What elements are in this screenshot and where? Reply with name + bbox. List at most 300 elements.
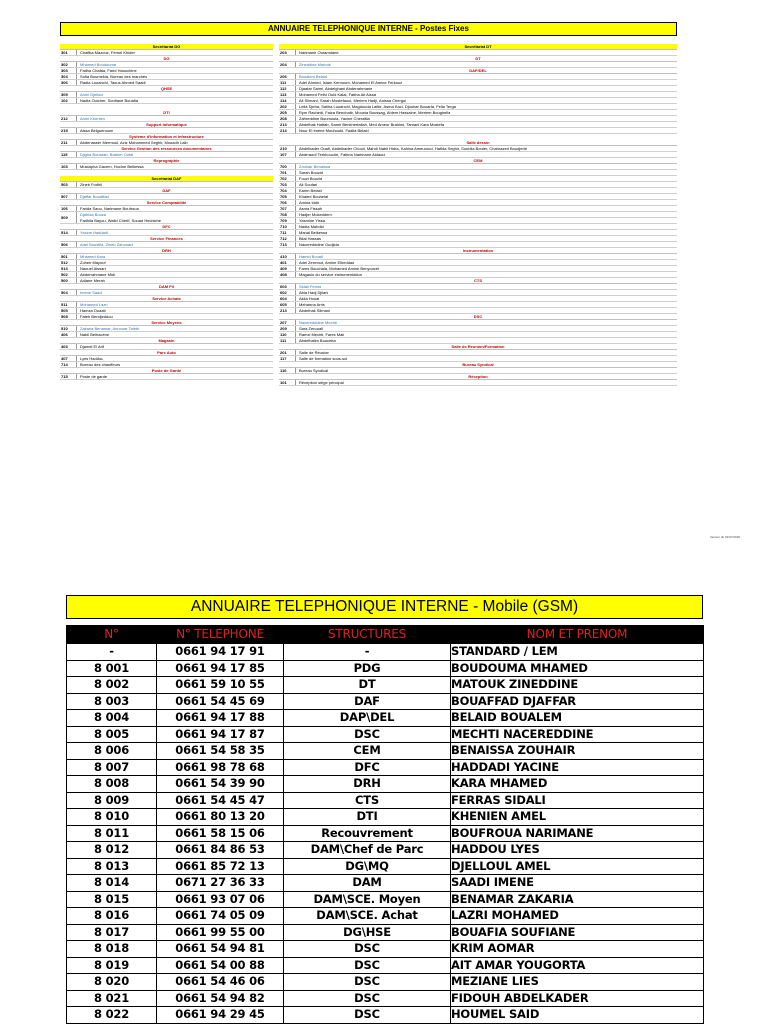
extension-number: 706 [279,200,296,205]
entry-name: Bilal Hassas [299,236,322,241]
table-row [67,677,704,694]
structure: DSC [284,1007,451,1024]
extension-number: 110 [279,332,296,337]
entry-name: Yacine Haddadi [80,230,108,235]
structure: Recouvrement [284,825,451,842]
row-number: 8 004 [67,710,157,727]
telephone-number: 0661 98 78 68 [157,759,284,776]
extension-number: 207 [279,320,296,325]
extension-number: 303 [60,68,77,73]
extension-number: 306 [60,80,77,85]
entry-name: Manal Belkessa [299,230,328,235]
entry-name: Abderrahmane Midi [80,272,115,277]
extension-number: 502 [60,272,77,277]
entry-name: Abdelhalim Boucetta [299,338,336,343]
extension-number: 507 [60,194,77,199]
extension-number: 713 [279,242,296,247]
person-name: BOUAFIA SOUFIANE [451,924,704,941]
extension-number: 406 [60,332,77,337]
person-name: HADDADI YACINE [451,759,704,776]
row-number: 8 014 [67,875,157,892]
extension-number: 704 [279,188,296,193]
entry-name: Asma Fissah [299,206,323,211]
section-header: DSC [279,314,677,320]
row-number: 8 013 [67,858,157,875]
extension-number: 215 [60,128,77,133]
section-header: Support Informatique [60,122,273,128]
entry-name: Zoheir Mayouf [80,260,106,265]
table-row [67,660,704,677]
section-header: DAP/DEL [279,68,677,74]
section-header: Instrumentation [279,248,677,254]
telephone-number: 0661 94 17 91 [157,644,284,661]
row-number: 8 018 [67,941,157,958]
extension-number: 407 [60,356,77,361]
section-header: Service Comptabilité [60,200,273,206]
entry-name: Poste de garde [80,374,108,379]
entry-name: Karim Belaid [299,188,322,193]
person-name: SAADI IMENE [451,875,704,892]
table-row [67,1007,704,1024]
extension-number: 301 [60,50,77,55]
entry-name: Fadhila Bayou, Walid Cherif, Souad Hechiche [80,217,162,223]
directory-entry [60,374,273,380]
structure: DG\MQ [284,858,451,875]
extension-number: 107 [279,152,296,157]
structure: - [284,644,451,661]
extension-number: 604 [279,296,296,301]
table-row [67,875,704,892]
person-name: BELAID BOUALEM [451,710,704,727]
entry-name: Yasmine Yissa [299,218,325,223]
row-number: 8 003 [67,693,157,710]
table-header-row [67,626,704,644]
extension-number: 113 [279,92,296,97]
row-number: 8 006 [67,743,157,760]
entry-name: Akila Houat [299,296,320,301]
fixed-directory-right-column [279,44,677,386]
telephone-number: 0661 54 94 82 [157,990,284,1007]
entry-name: Abdelhak Slimani [299,308,330,313]
extension-number: 709 [279,218,296,223]
entry-name: Mohamed Lazri [80,302,108,307]
extension-number: 715 [60,374,77,379]
table-row [67,974,704,991]
table-row [67,924,704,941]
mobile-directory-title: ANNUAIRE TELEPHONIQUE INTERNE - Mobile (GSM) [66,595,703,619]
entry-name: Djamel El Arif [80,344,105,349]
entry-name: Hadjer Mokeddem [299,212,332,217]
entry-name: Djahida Bouza [80,212,107,217]
extension-number: 302 [60,62,77,67]
column-header-telephone: N° TELEPHONE [157,626,284,644]
extension-number: 206 [279,74,296,79]
extension-number: 111 [279,338,296,343]
extension-number: 117 [279,356,296,361]
structure: DRH [284,776,451,793]
section-header: Salle de Réunion\Formation [279,344,677,350]
telephone-number: 0661 94 29 45 [157,1007,284,1024]
table-row [67,710,704,727]
fixed-directory-title: ANNUAIRE TELEPHONIQUE INTERNE - Postes Fixes [60,22,677,36]
structure: DFC [284,759,451,776]
entry-name: Sidali Ferras [299,284,322,289]
extension-number: 508 [60,314,77,319]
extension-number: 603 [279,284,296,289]
entry-name: Zahreddine Boumoula, Yacine Cherattia [299,116,370,121]
entry-name: Amel Khenien [80,116,105,121]
section-header: DAF [60,188,273,194]
entry-name: Mhamed Boudouma [80,62,117,67]
entry-name: Leila Djeha, Saliha Louanchi, Magdouda Lafkir, Asma Kaci, Djouhar Bouarfa, Fella Terga [299,104,456,109]
structure: DTI [284,809,451,826]
entry-name: Fouzi Bouzid [299,176,323,181]
entry-name: Mohamed Fethi Ould Kalai, Fatiha Ait Aissa [299,92,376,97]
table-row [67,743,704,760]
extension-number: 710 [279,224,296,229]
extension-number: 212 [60,116,77,121]
telephone-number: 0671 27 36 33 [157,875,284,892]
row-number: 8 002 [67,677,157,694]
person-name: KRIM AOMAR [451,941,704,958]
extension-number: 505 [60,308,77,313]
entry-name: Sarah Bouzid [299,170,324,175]
extension-number: 401 [279,260,296,265]
telephone-number: 0661 84 86 53 [157,842,284,859]
section-header: DRH [60,248,273,254]
entry-name: Djigha Bouarab, Brahim Oufai [80,152,134,157]
section-header: Salle dessin [279,140,677,146]
section-header: DT [279,56,677,62]
entry-name: Ramzi Mechti, Fares Mati [299,332,345,337]
extension-number: 204 [279,62,296,67]
entry-name: Zakaria Benamar, Annouar Talebi [80,326,140,331]
entry-name: Bureau des chauffeurs [80,362,121,367]
extension-number: 503 [60,182,77,187]
extension-number: 707 [279,206,296,211]
table-row [67,825,704,842]
telephone-number: 0661 54 39 90 [157,776,284,793]
entry-name: Khaled Bouhelal [299,194,329,199]
extension-number: 705 [279,194,296,199]
structure: CEM [284,743,451,760]
entry-name: Salle de formation sous-sol [299,356,348,361]
table-row [67,842,704,859]
entry-name: Zouhair Benaissa [299,164,331,169]
person-name: AIT AMAR YOUGORTA [451,957,704,974]
fixed-directory-left-column [60,44,273,380]
entry-name: Adel Zermout, Amine Elheddad [299,260,355,265]
extension-number: 106 [60,206,77,211]
extension-number: 304 [60,74,77,79]
entry-name: Magasin du service instrumentation [299,272,362,277]
person-name: MATOUK ZINEDDINE [451,677,704,694]
telephone-number: 0661 99 55 00 [157,924,284,941]
telephone-number: 0661 54 00 88 [157,957,284,974]
entry-name: Aissa Belguenoum [80,128,114,133]
table-row [67,644,704,661]
entry-name: Djaffar Bouaffad [80,194,109,199]
extension-number: 409 [279,266,296,271]
entry-name: Ali Slimani, Sarah Mostefaoui, Meriem Hadji, Anissa Chergui [299,98,407,103]
row-number: 8 008 [67,776,157,793]
entry-name: Naouel Aissani [80,266,107,271]
section-header: Parc Auto [60,350,273,356]
row-number: 8 021 [67,990,157,1007]
version-note: Version du 01/07/2020 [710,535,741,539]
telephone-number: 0661 85 72 13 [157,858,284,875]
entry-name: Djaafar Salmi, Abdelghani Abderrahmane [299,86,373,91]
section-header: Service Achats [60,296,273,302]
table-row [67,726,704,743]
structure: DAM\Chef de Parc [284,842,451,859]
extension-number: 403 [60,344,77,349]
structure: DSC [284,941,451,958]
extension-number: 506 [60,242,77,247]
entry-name: Nadia Mahdid [299,224,324,229]
person-name: HOUMEL SAID [451,1007,704,1024]
extension-number: 101 [279,380,296,385]
structure: DG\HSE [284,924,451,941]
entry-name: Amel Djelloul [80,92,104,97]
row-number: - [67,644,157,661]
row-number: 8 020 [67,974,157,991]
telephone-number: 0661 54 45 69 [157,693,284,710]
extension-number: 408 [279,272,296,277]
extension-number: 211 [60,140,77,145]
column-header-name: NOM ET PRENOM [451,626,704,644]
section-header: Bureau Syndical [279,362,677,368]
entry-name: Rym Rachedi, Faiza Benchaib, Mounia Boussag, Ahlem Hassaine, Meriem Boughella [299,110,451,115]
extension-number: 410 [279,254,296,259]
row-number: 8 009 [67,792,157,809]
person-name: FIDOUH ABDELKADER [451,990,704,1007]
table-row [67,693,704,710]
extension-number: 208 [279,116,296,121]
mobile-directory-page [0,583,768,1024]
structure: DAP\DEL [284,710,451,727]
extension-number: 201 [279,350,296,355]
section-header: Service Moyens [60,320,273,326]
structure: DSC [284,726,451,743]
extension-number: 116 [279,368,296,373]
extension-number: 209 [279,326,296,331]
structure: DSC [284,974,451,991]
entry-names [77,212,161,223]
table-row [67,891,704,908]
extension-number: 202 [279,104,296,109]
row-number: 8 016 [67,908,157,925]
entry-name: Bureau Syndical [299,368,329,373]
entry-name: Adel Boustila, Zineb Zahouani [80,242,134,247]
extension-number: 213 [279,122,296,127]
person-name: LAZRI MOHAMED [451,908,704,925]
entry-name: Mustapha Gacem, Hocine Belkessa [80,164,144,169]
row-number: 8 019 [67,957,157,974]
person-name: BOUAFFAD DJAFFAR [451,693,704,710]
entry-name: Naceredddine Mechti [299,320,337,325]
extension-number: 712 [279,236,296,241]
telephone-number: 0661 54 46 06 [157,974,284,991]
person-name: KHENIEN AMEL [451,809,704,826]
telephone-number: 0661 54 94 81 [157,941,284,958]
extension-number: 605 [279,302,296,307]
structure: DAM [284,875,451,892]
row-number: 8 001 [67,660,157,677]
telephone-number: 0661 80 13 20 [157,809,284,826]
entry-name: Adel Ahmed, Islam Kernoum, Mohamed El Amine Ferkouz [299,80,403,85]
table-row [67,908,704,925]
extension-number: 513 [60,266,77,271]
row-number: 8 010 [67,809,157,826]
entry-name: Amina Iddir [299,200,320,205]
telephone-number: 0661 54 45 47 [157,792,284,809]
extension-number: 500 [60,278,77,283]
table-row [67,809,704,826]
extension-number: 111 [279,80,296,85]
section-header: Système d'Information et Infrastructure [60,134,273,140]
structure: DSC [284,957,451,974]
person-name: KARA MHAMED [451,776,704,793]
table-row [67,776,704,793]
table-row [67,957,704,974]
entry-name: Zineb Fodhil [80,182,103,187]
section-header: QHSE [60,86,273,92]
extension-number: 512 [60,260,77,265]
entry-name: Radia Louanchi, Taous Ahmed Saadi [80,80,146,85]
structure: DAF [284,693,451,710]
extension-number: 509 [60,212,77,223]
extension-number: 700 [279,164,296,169]
extension-number: 103 [60,164,77,169]
entry-name: Chafika Mazouz, Fernel Khider [80,50,135,55]
entry-name: Fatiha Chafaa, Farid Haouchine [80,68,137,73]
entry-name: Abdenasser Mermoul, Aziz Mohammed Seghir, Mouadh Laib [80,140,188,145]
entry-name: Zineddine Matouk [299,62,331,67]
person-name: DJELLOUL AMEL [451,858,704,875]
entry-name: Fares Bouchala, Mohamed Amine Benyoucef [299,266,380,271]
telephone-number: 0661 59 10 55 [157,677,284,694]
person-name: FERRAS SIDALI [451,792,704,809]
telephone-number: 0661 93 07 06 [157,891,284,908]
entry-name: Nadia Ouicher, Soufiane Bouafia [80,98,139,103]
extension-number: 711 [279,230,296,235]
structure: DAM\SCE. Moyen [284,891,451,908]
section-header: Secrétariat DT [279,44,677,50]
column-header-structures: STRUCTURES [284,626,451,644]
section-header: DFC [60,224,273,230]
entry-name: Farida Saou, Narimane Boufroua [80,206,139,211]
row-number: 8 015 [67,891,157,908]
row-number: 8 007 [67,759,157,776]
entry-name: Abdelhak Hattab, Samir Benkherfallah, Med Ameur Brahimi, Tamani Kara Mostefa [299,122,445,127]
section-header: Service Gestion des ressources documentaires [60,146,273,152]
entry-name: Mehanna Arris [299,302,325,307]
extension-number: 702 [279,176,296,181]
extension-number: 510 [60,326,77,331]
extension-number: 214 [279,128,296,133]
section-header: DAM P/I [60,284,273,290]
entry-name: Hamza Ouazib [80,308,107,313]
section-header: Poste de Garde [60,368,273,374]
structure: DSC [284,990,451,1007]
extension-number: 501 [60,254,77,259]
row-number: 8 017 [67,924,157,941]
telephone-number: 0661 74 05 09 [157,908,284,925]
telephone-number: 0661 58 15 06 [157,825,284,842]
table-row [67,941,704,958]
extension-number: 504 [60,290,77,295]
person-name: BOUFROUA NARIMANE [451,825,704,842]
extension-number: 511 [60,302,77,307]
entry-name: Abdrraouf Terkhouche, Fatima Narimane Aidaoui [299,152,386,157]
entry-name: Mhamed Kara [80,254,106,259]
structure: DT [284,677,451,694]
person-name: BOUDOUMA MHAMED [451,660,704,677]
extension-number: 203 [279,50,296,55]
table-row [67,792,704,809]
table-row [67,858,704,875]
entry-name: Ali Soufari [299,182,318,187]
entry-name: Abdelkader Ouafi, Abdelkader Chouli, Mahdi Nabil Hidra, Kahina Ameuroud, Hafida Seghir, Souhila Bouter, Chahrazed Boudjedir [299,146,527,151]
extension-number: 703 [279,182,296,187]
extension-number: 305 [60,92,77,97]
extension-number: 114 [279,98,296,103]
extension-number: 708 [279,212,296,217]
section-header: DG [60,56,273,62]
person-name: MECHTI NACEREDDINE [451,726,704,743]
section-header: Reprographie [60,158,273,164]
person-name: BENAMAR ZAKARIA [451,891,704,908]
section-header: Réception [279,374,677,380]
person-name: MEZIANE LIES [451,974,704,991]
entry-name: Boualem Belaid [299,74,328,79]
extension-number: 205 [279,110,296,115]
directory-entry [60,212,273,224]
entry-name: Sofia Boumekla, Bureau des marchés [80,74,148,79]
person-name: STANDARD / LEM [451,644,704,661]
mobile-directory-table [66,625,704,1024]
entry-name: Nour El Imène Mouhoubi, Fadila Belaid [299,128,369,133]
entry-name: Adlane Merah [80,278,105,283]
extension-number: 112 [279,86,296,91]
extension-number: 602 [279,290,296,295]
entry-name: Salle de Réunion [299,350,330,355]
section-header: CEM [279,158,677,164]
telephone-number: 0661 94 17 85 [157,660,284,677]
directory-entry [279,380,677,386]
row-number: 8 012 [67,842,157,859]
structure: CTS [284,792,451,809]
entry-name: Imene Saadi [80,290,103,295]
entry-name: Réception siège principal [299,380,344,385]
row-number: 8 011 [67,825,157,842]
structure: DAM\SCE. Achat [284,908,451,925]
entry-name: Narimane Ouramdane [299,50,339,55]
entry-name: Fateh Bendjeddou [80,314,113,319]
entry-name: Sara Zerouali [299,326,324,331]
row-number: 8 005 [67,726,157,743]
extension-number: 714 [60,362,77,367]
row-number: 8 022 [67,1007,157,1024]
extension-number: 102 [60,98,77,103]
telephone-number: 0661 94 17 87 [157,726,284,743]
table-row [67,759,704,776]
telephone-number: 0661 54 58 35 [157,743,284,760]
extension-number: 514 [60,230,77,235]
table-row [67,990,704,1007]
section-header: Service Finances [60,236,273,242]
